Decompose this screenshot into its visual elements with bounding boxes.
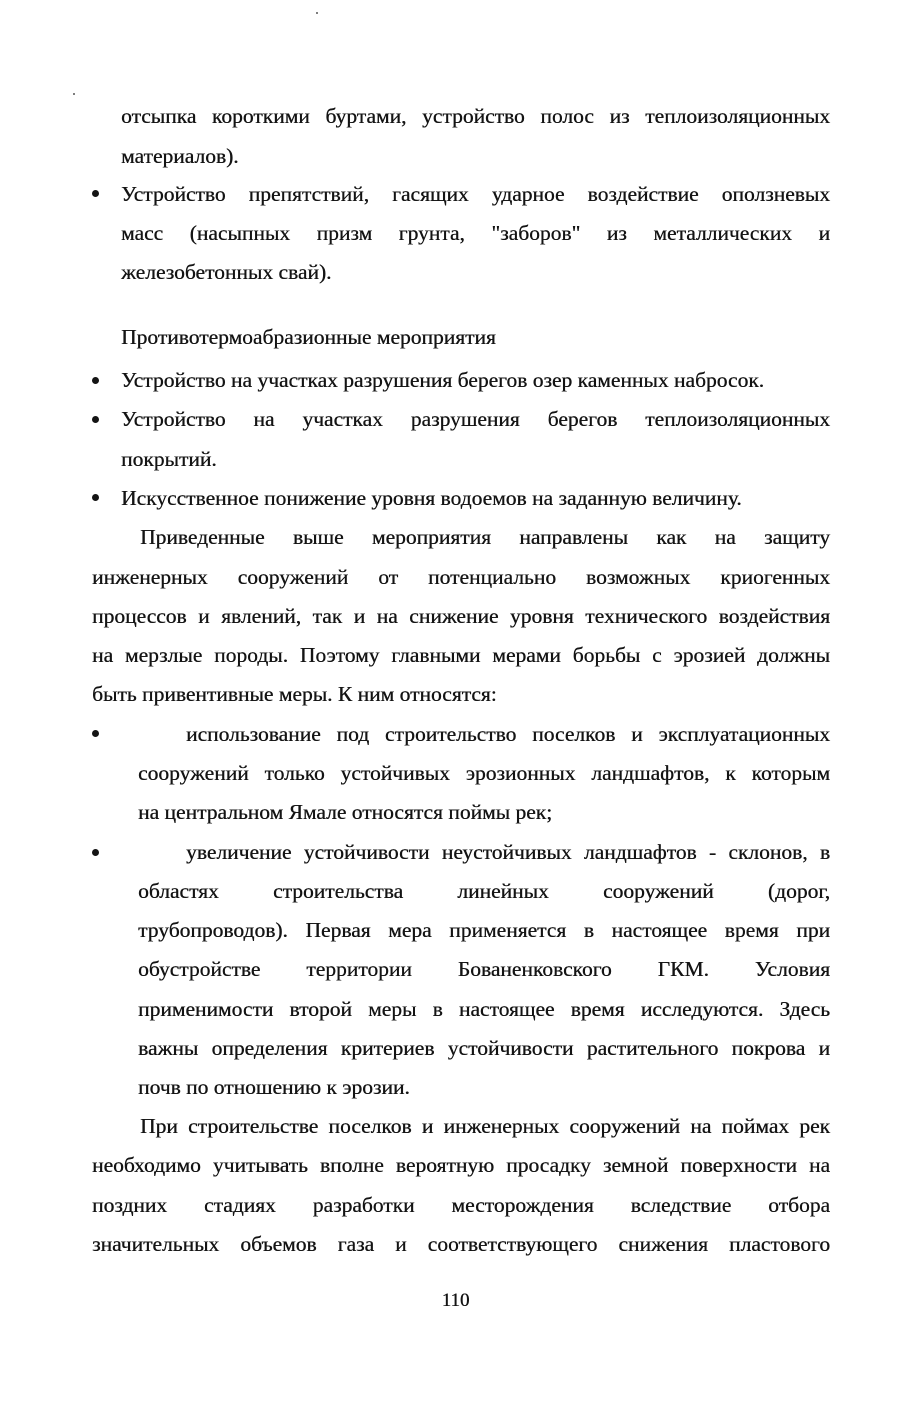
paragraph-line: быть привентивные меры. К ним относятся:	[92, 682, 497, 706]
bullet-icon	[92, 849, 99, 856]
scan-speck	[316, 12, 318, 14]
bullet-text-line: Устройство на участках разрушения берегов теплоизоляционных	[121, 407, 830, 431]
bullet-text-line: железобетонных свай).	[121, 260, 332, 284]
bullet-text-line: обустройстве территории Бованенковского ГКМ. Условия	[138, 957, 830, 981]
paragraph-line: Приведенные выше мероприятия направлены как на защиту	[140, 525, 830, 549]
paragraph-line: инженерных сооружений от потенциально возможных криогенных	[92, 565, 830, 589]
bullet-text-line: важны определения критериев устойчивости растительного покрова и	[138, 1036, 830, 1060]
text-line: отсыпка короткими буртами, устройство полос из теплоизоляционных	[121, 104, 830, 128]
bullet-text-line: применимости второй меры в настоящее время исследуются. Здесь	[138, 997, 830, 1021]
paragraph-line: значительных объемов газа и соответствующего снижения пластового	[92, 1232, 830, 1256]
paragraph-line: процессов и явлений, так и на снижение уровня технического воздействия	[92, 604, 830, 628]
bullet-icon	[92, 494, 99, 501]
bullet-text-line: Искусственное понижение уровня водоемов на заданную величину.	[121, 486, 742, 510]
bullet-text-line: использование под строительство поселков и эксплуатационных	[186, 722, 830, 746]
bullet-text-line: увеличение устойчивости неустойчивых ландшафтов - склонов, в	[186, 840, 830, 864]
bullet-text-line: покрытий.	[121, 447, 217, 471]
scan-speck	[73, 93, 75, 95]
bullet-text-line: масс (насыпных призм грунта, "заборов" из металлических и	[121, 221, 830, 245]
bullet-icon	[92, 377, 99, 384]
bullet-text-line: сооружений только устойчивых эрозионных ландшафтов, к которым	[138, 761, 830, 785]
bullet-text-line: Устройство на участках разрушения берегов озер каменных набросок.	[121, 368, 765, 392]
bullet-icon	[92, 416, 99, 423]
bullet-text-line: Устройство препятствий, гасящих ударное воздействие оползневых	[121, 182, 830, 206]
paragraph-line: поздних стадиях разработки месторождения вследствие отбора	[92, 1193, 830, 1217]
bullet-text-line: на центральном Ямале относятся поймы рек;	[138, 800, 553, 824]
bullet-text-line: областях строительства линейных сооружений (дорог,	[138, 879, 830, 903]
bullet-icon	[92, 730, 99, 737]
bullet-text-line: трубопроводов). Первая мера применяется в настоящее время при	[138, 918, 830, 942]
text-line: материалов).	[121, 144, 239, 168]
bullet-text-line: почв по отношению к эрозии.	[138, 1075, 410, 1099]
paragraph-line: При строительстве поселков и инженерных сооружений на поймах рек	[140, 1114, 830, 1138]
section-heading: Противотермоабразионные мероприятия	[121, 325, 496, 349]
paragraph-line: на мерзлые породы. Поэтому главными мерами борьбы с эрозией должны	[92, 643, 830, 667]
paragraph-line: необходимо учитывать вполне вероятную просадку земной поверхности на	[92, 1153, 830, 1177]
bullet-icon	[92, 190, 99, 197]
page-number: 110	[441, 1290, 470, 1311]
